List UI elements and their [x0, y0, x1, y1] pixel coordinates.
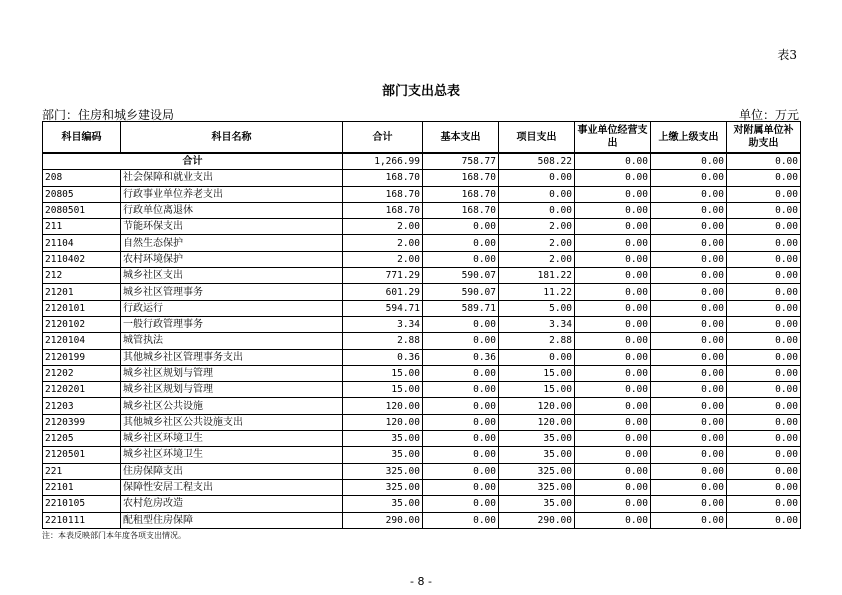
amount-cell: 0.00 — [727, 479, 801, 495]
amount-cell: 290.00 — [499, 512, 575, 528]
amount-cell: 168.70 — [423, 170, 499, 186]
table-row — [43, 251, 801, 267]
amount-cell: 0.00 — [727, 349, 801, 365]
amount-cell: 5.00 — [499, 300, 575, 316]
amount-cell: 3.34 — [343, 316, 423, 332]
account-code-cell: 2120199 — [43, 349, 121, 365]
account-code-cell: 2120102 — [43, 316, 121, 332]
amount-cell: 0.00 — [423, 365, 499, 381]
amount-cell: 0.00 — [727, 447, 801, 463]
amount-cell: 0.00 — [423, 251, 499, 267]
amount-cell: 0.00 — [651, 316, 727, 332]
amount-cell: 0.00 — [727, 365, 801, 381]
amount-cell: 0.00 — [727, 333, 801, 349]
amount-cell: 0.00 — [651, 251, 727, 267]
amount-cell: 0.00 — [423, 496, 499, 512]
page-title: 部门支出总表 — [381, 84, 460, 99]
amount-cell: 590.07 — [423, 268, 499, 284]
amount-cell: 0.00 — [423, 316, 499, 332]
amount-cell: 589.71 — [423, 300, 499, 316]
account-name-cell: 行政运行 — [121, 300, 343, 316]
amount-cell: 0.00 — [727, 414, 801, 430]
amount-cell: 2.00 — [499, 219, 575, 235]
table-row — [43, 333, 801, 349]
amount-cell: 0.00 — [499, 202, 575, 218]
amount-cell: 0.00 — [575, 382, 651, 398]
amount-cell: 15.00 — [343, 365, 423, 381]
amount-cell: 601.29 — [343, 284, 423, 300]
amount-cell: 168.70 — [343, 186, 423, 202]
amount-cell: 0.00 — [423, 479, 499, 495]
amount-cell: 325.00 — [499, 463, 575, 479]
column-header-remit: 上缴上级支出 — [651, 122, 727, 154]
amount-cell: 0.00 — [575, 512, 651, 528]
amount-cell: 0.00 — [727, 268, 801, 284]
amount-cell: 0.00 — [727, 382, 801, 398]
amount-cell: 120.00 — [499, 398, 575, 414]
total-cell: 0.00 — [651, 153, 727, 170]
amount-cell: 0.00 — [423, 414, 499, 430]
account-name-cell: 城乡社区环境卫生 — [121, 431, 343, 447]
table-row — [43, 268, 801, 284]
amount-cell: 0.00 — [575, 414, 651, 430]
account-code-cell: 2120101 — [43, 300, 121, 316]
table-row — [43, 431, 801, 447]
amount-cell: 0.00 — [727, 300, 801, 316]
amount-cell: 0.00 — [651, 365, 727, 381]
amount-cell: 0.00 — [651, 333, 727, 349]
amount-cell: 2.88 — [499, 333, 575, 349]
table-note: 注：本表反映部门本年度各项支出情况。 — [42, 531, 186, 540]
amount-cell: 0.00 — [651, 447, 727, 463]
amount-cell: 0.00 — [651, 219, 727, 235]
table-number: 表3 — [777, 48, 797, 62]
amount-cell: 0.00 — [575, 479, 651, 495]
account-code-cell: 21205 — [43, 431, 121, 447]
amount-cell: 2.00 — [499, 235, 575, 251]
account-code-cell: 20805 — [43, 186, 121, 202]
amount-cell: 0.00 — [727, 512, 801, 528]
amount-cell: 0.00 — [575, 496, 651, 512]
amount-cell: 0.00 — [575, 333, 651, 349]
amount-cell: 325.00 — [343, 463, 423, 479]
amount-cell: 0.00 — [727, 431, 801, 447]
department-label: 部门：住房和城乡建设局 — [42, 108, 175, 122]
table-row — [43, 284, 801, 300]
table-row — [43, 219, 801, 235]
amount-cell: 0.00 — [651, 398, 727, 414]
amount-cell: 0.00 — [575, 316, 651, 332]
amount-cell: 0.00 — [651, 268, 727, 284]
amount-cell: 0.00 — [575, 186, 651, 202]
column-header-basic: 基本支出 — [423, 122, 499, 154]
amount-cell: 0.00 — [651, 202, 727, 218]
table-header-row — [43, 122, 801, 154]
amount-cell: 0.00 — [651, 186, 727, 202]
amount-cell: 3.34 — [499, 316, 575, 332]
account-name-cell: 城乡社区环境卫生 — [121, 447, 343, 463]
amount-cell: 0.00 — [727, 463, 801, 479]
account-name-cell: 行政事业单位养老支出 — [121, 186, 343, 202]
amount-cell: 0.00 — [423, 219, 499, 235]
amount-cell: 0.00 — [651, 382, 727, 398]
table-row — [43, 496, 801, 512]
account-name-cell: 行政单位离退休 — [121, 202, 343, 218]
amount-cell: 0.00 — [651, 479, 727, 495]
account-code-cell: 21203 — [43, 398, 121, 414]
column-header-name: 科目名称 — [121, 122, 343, 154]
account-name-cell: 其他城乡社区管理事务支出 — [121, 349, 343, 365]
amount-cell: 0.00 — [575, 300, 651, 316]
amount-cell: 590.07 — [423, 284, 499, 300]
account-code-cell: 2210111 — [43, 512, 121, 528]
account-code-cell: 21104 — [43, 235, 121, 251]
amount-cell: 0.00 — [575, 447, 651, 463]
amount-cell: 0.00 — [651, 512, 727, 528]
account-code-cell: 2120399 — [43, 414, 121, 430]
account-code-cell: 2110402 — [43, 251, 121, 267]
amount-cell: 35.00 — [499, 431, 575, 447]
amount-cell: 35.00 — [343, 447, 423, 463]
amount-cell: 0.00 — [499, 349, 575, 365]
amount-cell: 325.00 — [499, 479, 575, 495]
table-row — [43, 202, 801, 218]
amount-cell: 2.88 — [343, 333, 423, 349]
amount-cell: 168.70 — [423, 202, 499, 218]
amount-cell: 2.00 — [499, 251, 575, 267]
amount-cell: 0.00 — [575, 365, 651, 381]
account-code-cell: 21202 — [43, 365, 121, 381]
amount-cell: 0.00 — [575, 251, 651, 267]
amount-cell: 35.00 — [343, 496, 423, 512]
amount-cell: 35.00 — [499, 447, 575, 463]
amount-cell: 0.00 — [727, 170, 801, 186]
amount-cell: 0.00 — [727, 219, 801, 235]
account-name-cell: 农村环境保护 — [121, 251, 343, 267]
amount-cell: 0.00 — [651, 300, 727, 316]
amount-cell: 0.00 — [423, 431, 499, 447]
account-name-cell: 一般行政管理事务 — [121, 316, 343, 332]
amount-cell: 0.36 — [343, 349, 423, 365]
amount-cell: 0.00 — [423, 398, 499, 414]
account-name-cell: 城乡社区公共设施 — [121, 398, 343, 414]
table-row — [43, 414, 801, 430]
amount-cell: 0.00 — [423, 235, 499, 251]
table-row — [43, 235, 801, 251]
account-code-cell: 2210105 — [43, 496, 121, 512]
amount-cell: 0.00 — [575, 268, 651, 284]
amount-cell: 0.00 — [575, 284, 651, 300]
amount-cell: 0.00 — [727, 202, 801, 218]
account-name-cell: 社会保障和就业支出 — [121, 170, 343, 186]
amount-cell: 290.00 — [343, 512, 423, 528]
column-header-total: 合计 — [343, 122, 423, 154]
account-name-cell: 农村危房改造 — [121, 496, 343, 512]
amount-cell: 0.00 — [727, 316, 801, 332]
total-cell: 0.00 — [727, 153, 801, 170]
amount-cell: 0.00 — [423, 333, 499, 349]
amount-cell: 0.00 — [575, 398, 651, 414]
table-row — [43, 186, 801, 202]
account-code-cell: 2120104 — [43, 333, 121, 349]
amount-cell: 15.00 — [343, 382, 423, 398]
amount-cell: 0.00 — [651, 284, 727, 300]
account-name-cell: 城乡社区规划与管理 — [121, 365, 343, 381]
account-name-cell: 保障性安居工程支出 — [121, 479, 343, 495]
account-code-cell: 221 — [43, 463, 121, 479]
amount-cell: 325.00 — [343, 479, 423, 495]
amount-cell: 0.00 — [575, 463, 651, 479]
amount-cell: 0.00 — [651, 235, 727, 251]
account-name-cell: 城管执法 — [121, 333, 343, 349]
amount-cell: 0.00 — [575, 349, 651, 365]
amount-cell: 15.00 — [499, 365, 575, 381]
account-code-cell: 208 — [43, 170, 121, 186]
account-code-cell: 211 — [43, 219, 121, 235]
amount-cell: 35.00 — [343, 431, 423, 447]
account-code-cell: 22101 — [43, 479, 121, 495]
amount-cell: 0.00 — [727, 284, 801, 300]
amount-cell: 0.00 — [651, 431, 727, 447]
table-row — [43, 463, 801, 479]
amount-cell: 120.00 — [343, 414, 423, 430]
amount-cell: 771.29 — [343, 268, 423, 284]
table-row — [43, 398, 801, 414]
table-row — [43, 447, 801, 463]
total-label: 合计 — [43, 153, 343, 170]
account-name-cell: 城乡社区管理事务 — [121, 284, 343, 300]
table-row — [43, 170, 801, 186]
table-row — [43, 349, 801, 365]
account-code-cell: 2120501 — [43, 447, 121, 463]
amount-cell: 0.00 — [575, 170, 651, 186]
amount-cell: 0.00 — [499, 170, 575, 186]
amount-cell: 11.22 — [499, 284, 575, 300]
amount-cell: 15.00 — [499, 382, 575, 398]
table-row — [43, 479, 801, 495]
table-row — [43, 365, 801, 381]
amount-cell: 120.00 — [499, 414, 575, 430]
account-name-cell: 节能环保支出 — [121, 219, 343, 235]
amount-cell: 2.00 — [343, 219, 423, 235]
amount-cell: 168.70 — [343, 170, 423, 186]
total-cell: 758.77 — [423, 153, 499, 170]
amount-cell: 35.00 — [499, 496, 575, 512]
amount-cell: 0.36 — [423, 349, 499, 365]
account-name-cell: 城乡社区规划与管理 — [121, 382, 343, 398]
total-cell: 1,266.99 — [343, 153, 423, 170]
amount-cell: 0.00 — [423, 447, 499, 463]
amount-cell: 0.00 — [727, 251, 801, 267]
unit-label: 单位：万元 — [738, 108, 799, 122]
amount-cell: 0.00 — [575, 202, 651, 218]
total-cell: 0.00 — [575, 153, 651, 170]
amount-cell: 0.00 — [423, 382, 499, 398]
account-name-cell: 自然生态保护 — [121, 235, 343, 251]
amount-cell: 0.00 — [727, 186, 801, 202]
account-name-cell: 配租型住房保障 — [121, 512, 343, 528]
amount-cell: 0.00 — [651, 349, 727, 365]
amount-cell: 0.00 — [651, 463, 727, 479]
column-header-code: 科目编码 — [43, 122, 121, 154]
amount-cell: 0.00 — [651, 170, 727, 186]
account-code-cell: 212 — [43, 268, 121, 284]
amount-cell: 168.70 — [343, 202, 423, 218]
amount-cell: 0.00 — [727, 398, 801, 414]
account-name-cell: 城乡社区支出 — [121, 268, 343, 284]
amount-cell: 594.71 — [343, 300, 423, 316]
total-cell: 508.22 — [499, 153, 575, 170]
amount-cell: 0.00 — [727, 235, 801, 251]
amount-cell: 2.00 — [343, 251, 423, 267]
account-code-cell: 2080501 — [43, 202, 121, 218]
page-number: - 8 - — [410, 575, 432, 588]
amount-cell: 0.00 — [499, 186, 575, 202]
amount-cell: 2.00 — [343, 235, 423, 251]
account-code-cell: 21201 — [43, 284, 121, 300]
account-name-cell: 住房保障支出 — [121, 463, 343, 479]
amount-cell: 0.00 — [575, 431, 651, 447]
amount-cell: 0.00 — [651, 496, 727, 512]
account-name-cell: 其他城乡社区公共设施支出 — [121, 414, 343, 430]
amount-cell: 0.00 — [651, 414, 727, 430]
table-row — [43, 382, 801, 398]
table-row — [43, 512, 801, 528]
table-row — [43, 300, 801, 316]
amount-cell: 0.00 — [423, 463, 499, 479]
expenditure-table — [42, 121, 801, 529]
amount-cell: 0.00 — [575, 219, 651, 235]
amount-cell: 168.70 — [423, 186, 499, 202]
column-header-subsidy: 对附属单位补助支出 — [727, 122, 801, 154]
account-code-cell: 2120201 — [43, 382, 121, 398]
amount-cell: 120.00 — [343, 398, 423, 414]
amount-cell: 181.22 — [499, 268, 575, 284]
amount-cell: 0.00 — [727, 496, 801, 512]
amount-cell: 0.00 — [423, 512, 499, 528]
column-header-business: 事业单位经营支出 — [575, 122, 651, 154]
total-row — [43, 153, 801, 170]
table-row — [43, 316, 801, 332]
column-header-project: 项目支出 — [499, 122, 575, 154]
amount-cell: 0.00 — [575, 235, 651, 251]
